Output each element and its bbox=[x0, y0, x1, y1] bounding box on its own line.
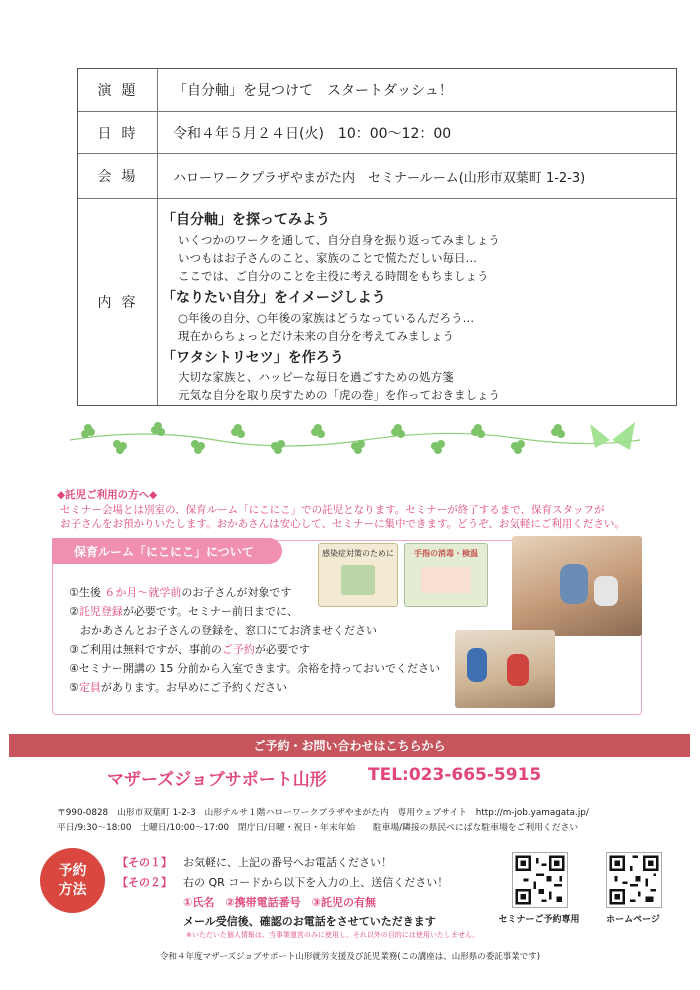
clover-vine-decoration bbox=[65, 418, 645, 458]
content-line: ○年後の自分、○年後の家族はどうなっているんだろう… bbox=[178, 311, 475, 325]
row-venue-label: 会場 bbox=[78, 154, 158, 198]
row-venue-value: ハローワークプラザやまがた内 セミナールーム(山形市双葉町 1-2-3) bbox=[173, 170, 586, 186]
method-2-label: 【その２】 bbox=[117, 876, 172, 889]
reservation-badge: 予約 方法 bbox=[40, 848, 105, 913]
row-title-value: 「自分軸」を見つけて スタートダッシュ！ bbox=[173, 83, 453, 99]
qr-2-label: ホームページ bbox=[606, 915, 660, 925]
poster-infection-image: 感染症対策のために bbox=[318, 543, 398, 607]
childcare-desc-1: セミナー会場とは別室の、保育ルーム「にこにこ」での託児となります。セミナーが終了するまで、保育スタッフが bbox=[60, 504, 605, 516]
childcare-item-2-cont: おかあさんとお子さんの登録を、窓口にてお済ませください bbox=[69, 624, 377, 637]
content-heading-3: 「ワタシトリセツ」を作ろう bbox=[162, 350, 344, 366]
method-2-text: 右の QR コードから以下を入力の上、送信ください！ bbox=[183, 876, 449, 889]
childcare-item-5: ⑤定員があります。お早めにご予約ください bbox=[69, 681, 287, 694]
confirmation-text: メール受信後、確認のお電話をさせていただきます bbox=[183, 915, 436, 928]
contact-banner: ご予約・お問い合わせはこちらから bbox=[9, 734, 690, 757]
childcare-item-4: ④セミナー開講の 15 分前から入室できます。余裕を持っておいでください bbox=[69, 662, 440, 675]
qr-code-homepage[interactable] bbox=[606, 852, 662, 908]
seminar-info-table bbox=[77, 68, 677, 406]
row-venue bbox=[78, 154, 676, 199]
content-line: 大切な家族と、ハッピーな毎日を過ごすための処方箋 bbox=[178, 370, 454, 384]
content-heading-1: 「自分軸」を探ってみよう bbox=[162, 212, 330, 228]
childcare-item-2: ②託児登録が必要です。セミナー前日までに、 bbox=[69, 605, 298, 618]
childcare-desc-2: お子さんをお預かりいたします。おかあさんは安心して、セミナーに集中できます。どうぞ、お気軽にご利用ください。 bbox=[60, 518, 625, 530]
content-line: ここでは、ご自分のことを主役に考える時間をもちましょう bbox=[178, 269, 489, 283]
row-datetime-value: 令和４年５月２４日(火) 10：00～12：00 bbox=[173, 125, 452, 142]
organization-name: マザーズジョブサポート山形 bbox=[107, 770, 327, 790]
qr-code-seminar-reservation[interactable] bbox=[512, 852, 568, 908]
address-text: 〒990-0828 山形市双葉町 1-2-3 山形テルサ１階ハローワークプラザやまがた内 専用ウェブサイト http://m-job.yamagata.jp/ bbox=[57, 808, 589, 818]
childcare-room-photo-1 bbox=[512, 536, 642, 636]
childcare-item-1: ①生後 ６か月～就学前のお子さんが対象です bbox=[69, 586, 292, 599]
method-1-text: お気軽に、上記の番号へお電話ください！ bbox=[183, 856, 392, 869]
row-title-label: 演題 bbox=[78, 69, 158, 111]
poster-hand-disinfection-image: 手指の消毒・検温 bbox=[404, 543, 488, 607]
childcare-room-photo-2 bbox=[455, 630, 555, 708]
phone-number-link[interactable]: TEL:023-665-5915 bbox=[368, 765, 542, 785]
content-line: いつもはお子さんのこと、家族のことで慌ただしい毎日… bbox=[178, 251, 477, 265]
hours-text: 平日/9:30～18:00 土曜日/10:00～17:00 閉庁日/日曜・祝日・年末年始 駐車場/隣接の県民ぺにばな駐車場をご利用ください bbox=[57, 823, 579, 833]
content-line: いくつかのワークを通して、自分自身を振り返ってみましょう bbox=[178, 233, 500, 247]
row-datetime-label: 日時 bbox=[78, 112, 158, 153]
childcare-title: ◆託児ご利用の方へ◆ bbox=[57, 489, 158, 501]
privacy-note: ※いただいた個人情報は、当事業運営のみに使用し、それ以外の目的には使用いたしません。 bbox=[186, 931, 480, 939]
content-line: 元気な自分を取り戻すための「虎の巻」を作っておきましょう bbox=[178, 388, 500, 402]
qr-1-label: セミナーご予約専用 bbox=[498, 915, 580, 925]
method-1-label: 【その１】 bbox=[117, 856, 172, 869]
row-datetime bbox=[78, 112, 676, 154]
childcare-box-title: 保育ルーム「にこにこ」について bbox=[52, 538, 282, 564]
content-heading-2: 「なりたい自分」をイメージしよう bbox=[162, 290, 386, 306]
childcare-item-3: ③ご利用は無料ですが、事前のご予約が必要です bbox=[69, 643, 310, 656]
row-content bbox=[78, 199, 676, 405]
content-line: 現在からちょっとだけ未来の自分を考えてみましょう bbox=[178, 329, 454, 343]
required-fields: ①氏名 ②携帯電話番号 ③託児の有無 bbox=[183, 896, 376, 909]
butterfly-icon bbox=[590, 422, 635, 450]
row-title bbox=[78, 69, 676, 112]
footer-note: 令和４年度マザーズジョブサポート山形就労支援及び託児業務(この講座は、山形県の委託事業です) bbox=[159, 952, 541, 962]
row-content-label: 内容 bbox=[78, 199, 158, 405]
